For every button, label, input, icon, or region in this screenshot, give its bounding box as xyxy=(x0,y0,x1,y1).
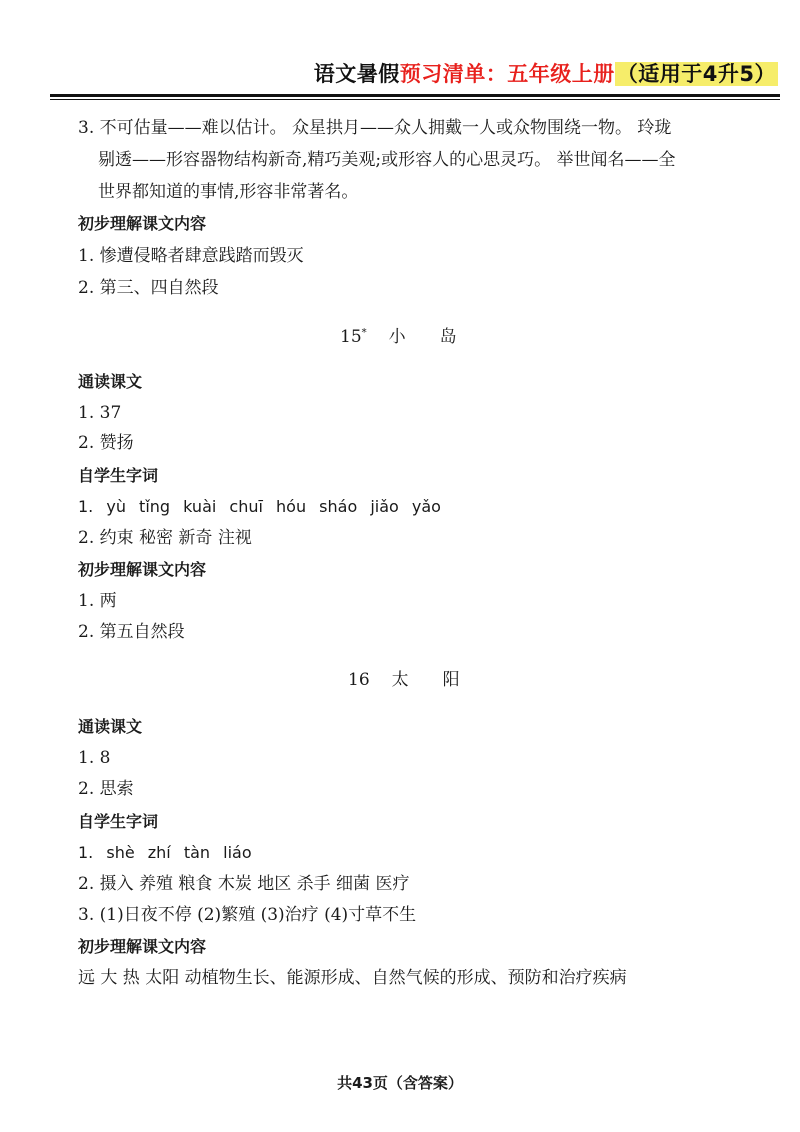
words-15-2: 2. 约束 秘密 新奇 注视 xyxy=(78,528,252,548)
words-16-2: 2. 摄入 养殖 粮食 木炭 地区 杀手 细菌 医疗 xyxy=(78,874,410,894)
lesson-15-title-char2: 岛 xyxy=(439,326,457,347)
page-footer: 共43页（含答案） xyxy=(337,1074,463,1092)
lesson-15-title xyxy=(340,322,457,348)
heading-understand-16: 初步理解课文内容 xyxy=(78,937,207,956)
header-title-part1: 语文暑假 xyxy=(313,62,400,86)
heading-read-16: 通读课文 xyxy=(78,717,143,736)
read-15-2: 2. 赞扬 xyxy=(78,433,134,453)
lesson-15-mark: * xyxy=(361,327,367,338)
lesson-16-title-char2: 阳 xyxy=(442,670,460,690)
understand-16-1: 远 大 热 太阳 动植物生长、能源形成、自然气候的形成、预防和治疗疾病 xyxy=(78,968,627,988)
heading-understand-15: 初步理解课文内容 xyxy=(78,560,207,579)
item3-line3: 世界都知道的事情,形容非常著名。 xyxy=(98,182,359,202)
understand-15-2: 2. 第五自然段 xyxy=(78,622,185,642)
lesson-16-number: 16 xyxy=(348,670,370,690)
lesson-15-title-char1: 小 xyxy=(388,326,406,347)
heading-words-15: 自学生字词 xyxy=(78,466,159,485)
lesson-16-title-char1: 太 xyxy=(391,670,409,690)
read-16-1: 1. 8 xyxy=(78,748,111,768)
heading-words-16: 自学生字词 xyxy=(78,812,159,831)
item3-line1: 3. 不可估量——难以估计。 众星拱月——众人拥戴一人或众物围绕一物。 玲珑 xyxy=(78,118,672,138)
understand-a-2: 2. 第三、四自然段 xyxy=(78,278,219,298)
understand-a-1: 1. 惨遭侵略者肆意践踏而毁灭 xyxy=(78,246,304,266)
words-16-1: 1. shè zhí tàn liáo xyxy=(78,843,252,862)
words-16-3: 3. (1)日夜不停 (2)繁殖 (3)治疗 (4)寸草不生 xyxy=(78,905,417,925)
words-15-1: 1. yù tǐng kuài chuī hóu sháo jiǎo yǎo xyxy=(78,497,441,516)
header-title-part3: （适用于4升5） xyxy=(616,62,776,86)
read-16-2: 2. 思索 xyxy=(78,779,134,799)
heading-understand-a: 初步理解课文内容 xyxy=(78,214,207,233)
header-title-part2: 预习清单：五年级上册 xyxy=(399,62,615,86)
understand-15-1: 1. 两 xyxy=(78,591,117,611)
item3-line2: 剔透——形容器物结构新奇,精巧美观;或形容人的心思灵巧。 举世闻名——全 xyxy=(98,150,676,170)
lesson-15-number: 15 xyxy=(340,326,362,347)
lesson-16-title xyxy=(348,669,460,691)
read-15-1: 1. 37 xyxy=(78,403,122,423)
heading-read-15: 通读课文 xyxy=(78,372,143,391)
